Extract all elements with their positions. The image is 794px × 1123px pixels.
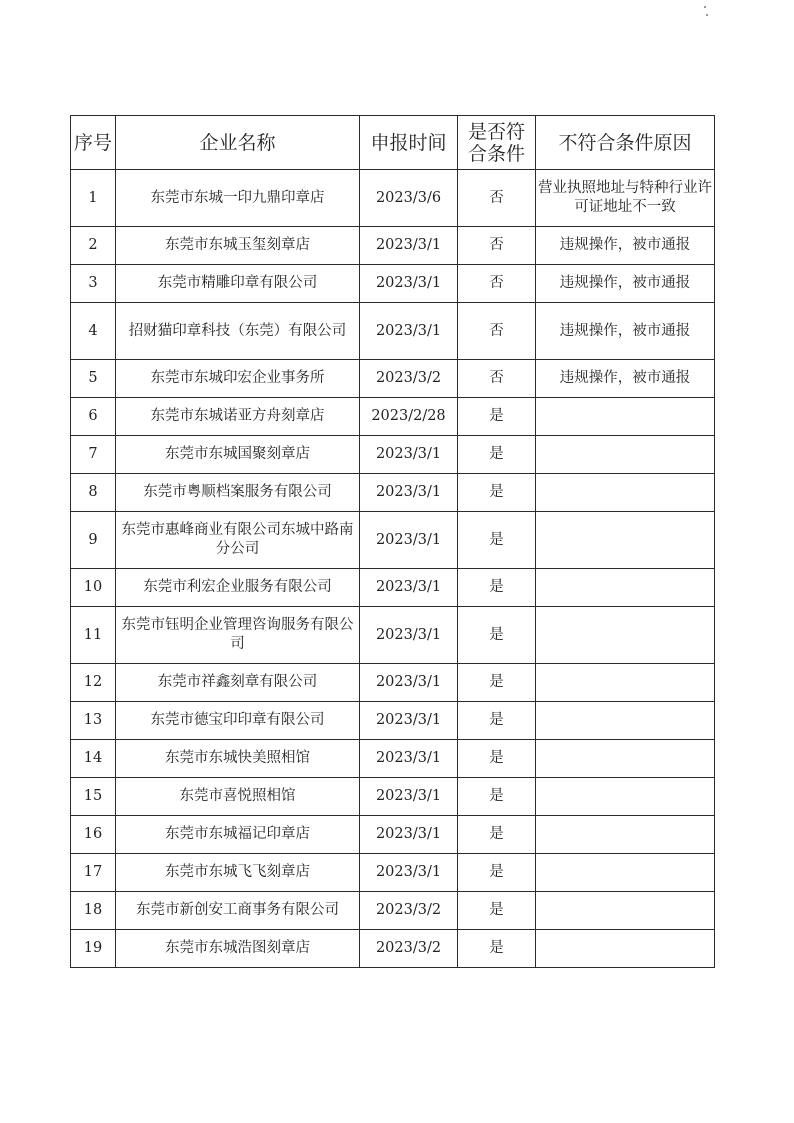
row-company: 东莞市钰明企业管理咨询服务有限公司 xyxy=(116,607,360,664)
header-eligible: 是否符合条件 xyxy=(458,116,536,170)
row-date: 2023/3/2 xyxy=(360,360,458,398)
row-eligible: 是 xyxy=(458,930,536,968)
row-reason: 违规操作，被市通报 xyxy=(536,360,715,398)
row-reason xyxy=(536,740,715,778)
table-row xyxy=(71,702,715,740)
row-reason xyxy=(536,398,715,436)
table-row xyxy=(71,740,715,778)
row-eligible: 是 xyxy=(458,512,536,569)
row-reason xyxy=(536,474,715,512)
row-reason xyxy=(536,816,715,854)
table-row xyxy=(71,892,715,930)
row-company: 东莞市祥鑫刻章有限公司 xyxy=(116,664,360,702)
row-eligible: 是 xyxy=(458,702,536,740)
row-reason xyxy=(536,664,715,702)
row-reason xyxy=(536,436,715,474)
row-company: 东莞市喜悦照相馆 xyxy=(116,778,360,816)
header-index: 序号 xyxy=(71,116,116,170)
row-eligible: 是 xyxy=(458,664,536,702)
table-row xyxy=(71,360,715,398)
row-company: 东莞市东城福记印章店 xyxy=(116,816,360,854)
row-index: 2 xyxy=(71,227,116,265)
row-date: 2023/3/1 xyxy=(360,512,458,569)
row-index: 18 xyxy=(71,892,116,930)
table-row xyxy=(71,854,715,892)
table-row xyxy=(71,227,715,265)
row-date: 2023/3/1 xyxy=(360,740,458,778)
row-date: 2023/3/1 xyxy=(360,474,458,512)
row-reason xyxy=(536,512,715,569)
row-eligible: 是 xyxy=(458,816,536,854)
row-company: 东莞市精雕印章有限公司 xyxy=(116,265,360,303)
applicant-table xyxy=(70,115,715,968)
row-reason xyxy=(536,702,715,740)
row-reason xyxy=(536,778,715,816)
row-index: 4 xyxy=(71,303,116,360)
row-index: 7 xyxy=(71,436,116,474)
table-row xyxy=(71,436,715,474)
row-reason: 违规操作，被市通报 xyxy=(536,265,715,303)
row-company: 东莞市惠峰商业有限公司东城中路南分公司 xyxy=(116,512,360,569)
row-index: 8 xyxy=(71,474,116,512)
table-row xyxy=(71,474,715,512)
row-company: 东莞市东城一印九鼎印章店 xyxy=(116,170,360,227)
row-date: 2023/3/1 xyxy=(360,227,458,265)
header-date: 申报时间 xyxy=(360,116,458,170)
row-reason xyxy=(536,854,715,892)
row-date: 2023/2/28 xyxy=(360,398,458,436)
row-date: 2023/3/1 xyxy=(360,816,458,854)
row-index: 11 xyxy=(71,607,116,664)
row-company: 东莞市东城飞飞刻章店 xyxy=(116,854,360,892)
row-index: 14 xyxy=(71,740,116,778)
row-index: 6 xyxy=(71,398,116,436)
table-row xyxy=(71,664,715,702)
row-index: 5 xyxy=(71,360,116,398)
row-eligible: 否 xyxy=(458,227,536,265)
row-date: 2023/3/1 xyxy=(360,854,458,892)
row-date: 2023/3/1 xyxy=(360,664,458,702)
table-row xyxy=(71,265,715,303)
row-eligible: 否 xyxy=(458,170,536,227)
row-company: 东莞市东城印宏企业事务所 xyxy=(116,360,360,398)
row-date: 2023/3/1 xyxy=(360,607,458,664)
row-date: 2023/3/1 xyxy=(360,702,458,740)
row-eligible: 是 xyxy=(458,740,536,778)
row-date: 2023/3/1 xyxy=(360,265,458,303)
row-company: 招财猫印章科技（东莞）有限公司 xyxy=(116,303,360,360)
row-eligible: 是 xyxy=(458,778,536,816)
row-index: 9 xyxy=(71,512,116,569)
table-row xyxy=(71,930,715,968)
row-index: 3 xyxy=(71,265,116,303)
row-date: 2023/3/1 xyxy=(360,569,458,607)
row-index: 12 xyxy=(71,664,116,702)
row-date: 2023/3/1 xyxy=(360,778,458,816)
row-eligible: 是 xyxy=(458,398,536,436)
row-date: 2023/3/2 xyxy=(360,892,458,930)
row-index: 10 xyxy=(71,569,116,607)
row-company: 东莞市德宝印印章有限公司 xyxy=(116,702,360,740)
row-reason: 营业执照地址与特种行业许可证地址不一致 xyxy=(536,170,715,227)
row-reason: 违规操作，被市通报 xyxy=(536,227,715,265)
table-row xyxy=(71,816,715,854)
scan-speck xyxy=(706,14,708,16)
row-company: 东莞市东城快美照相馆 xyxy=(116,740,360,778)
row-company: 东莞市利宏企业服务有限公司 xyxy=(116,569,360,607)
row-eligible: 否 xyxy=(458,360,536,398)
row-index: 13 xyxy=(71,702,116,740)
row-index: 16 xyxy=(71,816,116,854)
row-eligible: 是 xyxy=(458,569,536,607)
row-reason: 违规操作，被市通报 xyxy=(536,303,715,360)
row-eligible: 是 xyxy=(458,436,536,474)
row-company: 东莞市新创安工商事务有限公司 xyxy=(116,892,360,930)
row-index: 15 xyxy=(71,778,116,816)
row-index: 17 xyxy=(71,854,116,892)
table-row xyxy=(71,170,715,227)
row-index: 1 xyxy=(71,170,116,227)
row-reason xyxy=(536,930,715,968)
table-row xyxy=(71,303,715,360)
row-company: 东莞市东城诺亚方舟刻章店 xyxy=(116,398,360,436)
row-date: 2023/3/2 xyxy=(360,930,458,968)
row-eligible: 否 xyxy=(458,265,536,303)
table-header-row xyxy=(71,116,715,170)
row-eligible: 是 xyxy=(458,474,536,512)
row-company: 东莞市东城国聚刻章店 xyxy=(116,436,360,474)
row-date: 2023/3/6 xyxy=(360,170,458,227)
table-row xyxy=(71,398,715,436)
row-eligible: 否 xyxy=(458,303,536,360)
row-date: 2023/3/1 xyxy=(360,303,458,360)
row-reason xyxy=(536,892,715,930)
row-eligible: 是 xyxy=(458,892,536,930)
table-row xyxy=(71,607,715,664)
header-reason: 不符合条件原因 xyxy=(536,116,715,170)
table-row xyxy=(71,569,715,607)
table-row xyxy=(71,512,715,569)
table-row xyxy=(71,778,715,816)
row-company: 东莞市东城浩图刻章店 xyxy=(116,930,360,968)
row-eligible: 是 xyxy=(458,607,536,664)
row-index: 19 xyxy=(71,930,116,968)
row-reason xyxy=(536,569,715,607)
row-company: 东莞市粤顺档案服务有限公司 xyxy=(116,474,360,512)
header-company: 企业名称 xyxy=(116,116,360,170)
row-company: 东莞市东城玉玺刻章店 xyxy=(116,227,360,265)
row-date: 2023/3/1 xyxy=(360,436,458,474)
scan-speck xyxy=(704,6,706,8)
row-reason xyxy=(536,607,715,664)
row-eligible: 是 xyxy=(458,854,536,892)
